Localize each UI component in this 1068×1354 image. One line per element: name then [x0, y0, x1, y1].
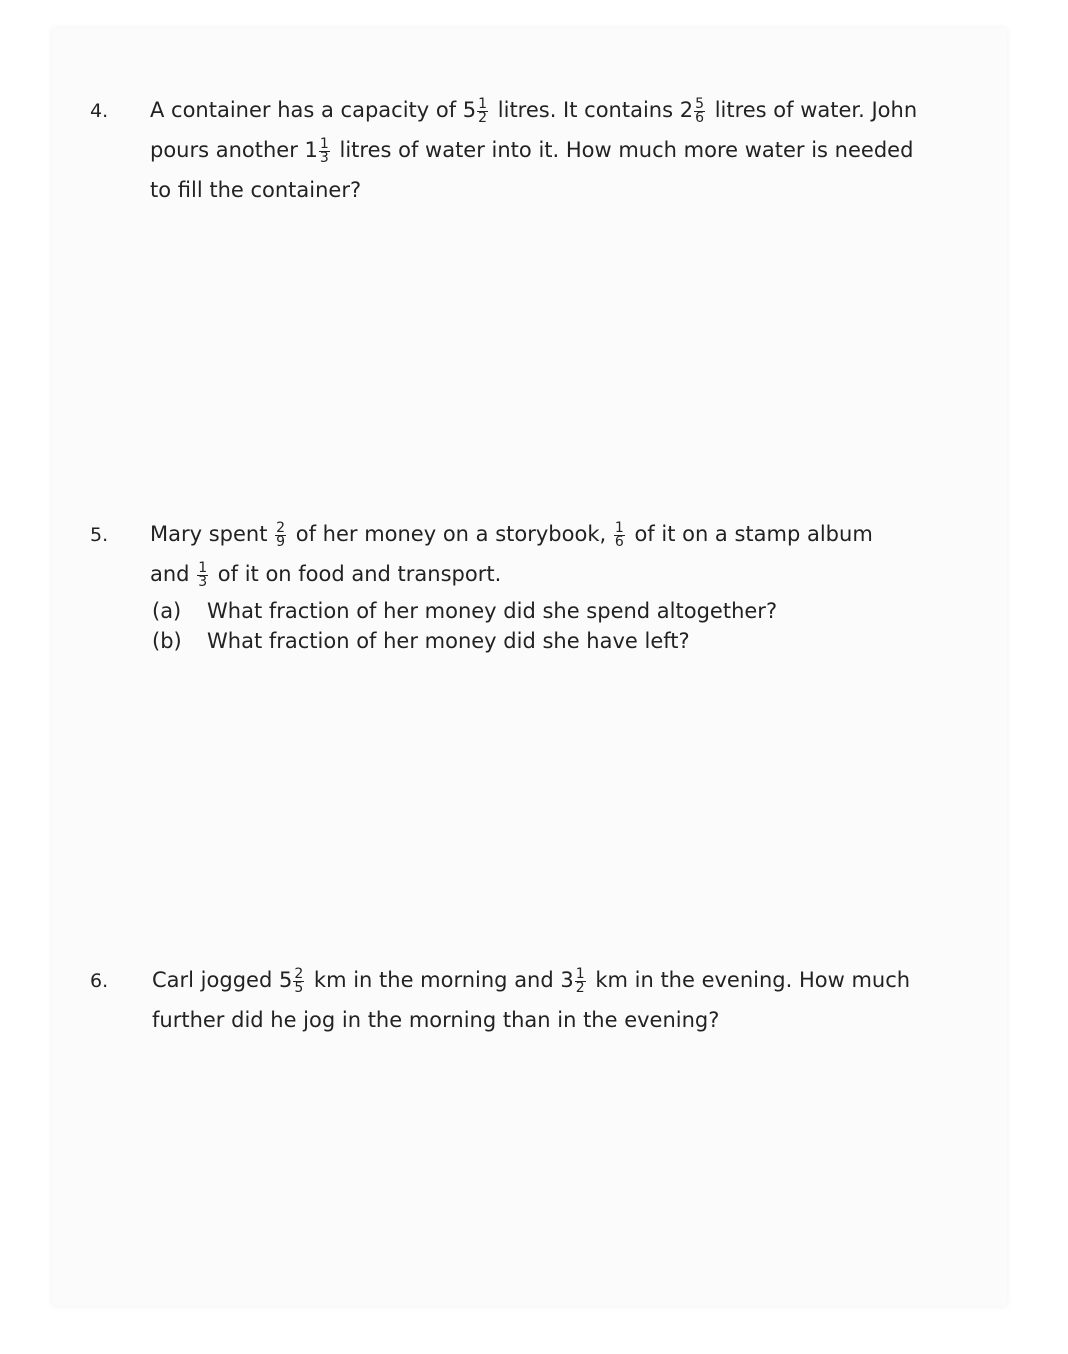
fraction [275, 519, 286, 550]
text-segment: litres. It contains 2 [491, 98, 694, 122]
question-text [150, 514, 940, 594]
fraction [694, 95, 705, 126]
text-segment: km in the morning and 3 [307, 968, 574, 992]
question-line [150, 554, 940, 594]
question-number: 4. [90, 100, 109, 122]
text-segment: litres of water. John [708, 98, 918, 122]
text-segment: km in the evening. How much [588, 968, 911, 992]
text-segment: of it on a stamp album [627, 522, 873, 546]
text-segment: A container has a capacity of 5 [150, 98, 477, 122]
text-segment: further did he jog in the morning than in the evening? [152, 1008, 720, 1032]
subpart-b [152, 626, 942, 656]
fraction-numerator: 1 [198, 559, 208, 576]
fraction [319, 135, 330, 166]
fraction-numerator: 1 [319, 135, 329, 152]
fraction [293, 965, 304, 996]
fraction [197, 559, 208, 590]
fraction-denominator: 9 [276, 533, 286, 550]
fraction-numerator: 1 [478, 95, 488, 112]
fraction-numerator: 1 [614, 519, 624, 536]
subpart-label: (a) [152, 599, 182, 623]
text-segment: of her money on a storybook, [289, 522, 613, 546]
question-line [150, 90, 940, 130]
question-line [150, 130, 940, 170]
text-segment: litres of water into it. How much more water is needed [332, 138, 914, 162]
question-line [150, 170, 940, 210]
text-segment: pours another 1 [150, 138, 318, 162]
text-segment: to fill the container? [150, 178, 362, 202]
text-segment: Mary spent [150, 522, 275, 546]
question-line [152, 1000, 942, 1040]
subpart-text: What fraction of her money did she have left? [207, 629, 690, 653]
fraction-numerator: 1 [575, 965, 585, 982]
fraction-denominator: 5 [294, 979, 304, 996]
question-text [150, 90, 940, 210]
worksheet-page [52, 28, 1007, 1306]
text-segment: of it on food and transport. [211, 562, 502, 586]
fraction-denominator: 3 [198, 573, 208, 590]
fraction-denominator: 6 [614, 533, 624, 550]
fraction-denominator: 2 [575, 979, 585, 996]
question-number: 6. [90, 970, 109, 992]
question-line [150, 514, 940, 554]
fraction [575, 965, 586, 996]
text-segment: Carl jogged 5 [152, 968, 293, 992]
question-number: 5. [90, 524, 109, 546]
fraction [614, 519, 625, 550]
text-segment: and [150, 562, 197, 586]
question-subparts [152, 596, 942, 656]
fraction-denominator: 6 [695, 109, 705, 126]
fraction-denominator: 3 [319, 149, 329, 166]
subpart-text: What fraction of her money did she spend altogether? [207, 599, 778, 623]
fraction [477, 95, 488, 126]
question-text [152, 960, 942, 1040]
fraction-numerator: 2 [276, 519, 286, 536]
question-line [152, 960, 942, 1000]
fraction-numerator: 5 [695, 95, 705, 112]
fraction-denominator: 2 [478, 109, 488, 126]
subpart-a [152, 596, 942, 626]
fraction-numerator: 2 [294, 965, 304, 982]
subpart-label: (b) [152, 629, 182, 653]
